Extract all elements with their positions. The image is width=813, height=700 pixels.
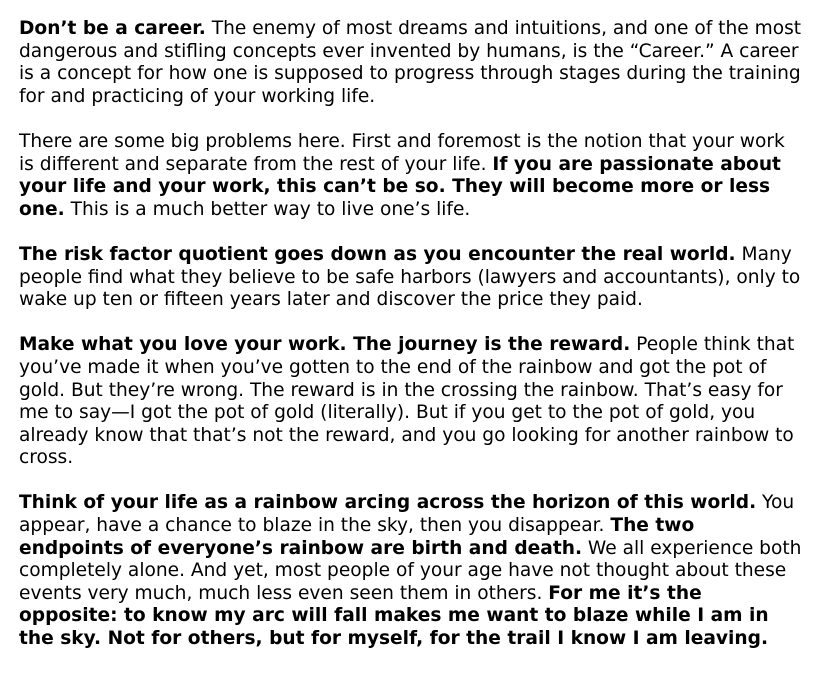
body-text: There are some big problems here. First and foremost is the notion that your work is different and separate from the rest of your life. bbox=[19, 130, 785, 175]
body-text: This is a much better way to live one’s life. bbox=[64, 198, 471, 220]
bold-phrase: The two endpoints of everyone’s rainbow are birth and death. bbox=[19, 515, 695, 559]
bold-phrase: The risk factor quotient goes down as you encounter the real world. bbox=[19, 243, 736, 265]
bold-phrase: If you are passionate about your life and your work, this can’t be so. They will become more or less one. bbox=[19, 153, 781, 220]
body-text: People think that you’ve made it when you’ve gotten to the end of the rainbow and got the pot of gold. But they’re wrong. The reward is in the crossing the rainbow. That’s easy for me to say—I got the pot of gold (literally). But if you get to the pot of gold, you already know that that’s not the reward, and you go looking for another rainbow to cross. bbox=[19, 334, 795, 469]
bold-phrase: Make what you love your work. The journey is the reward. bbox=[19, 334, 631, 356]
paragraph-journey bbox=[19, 334, 803, 470]
body-text: We all experience both completely alone. And yet, most people of your age have not thought about these events very much, much less even seen them in others. bbox=[19, 537, 802, 604]
bold-phrase: Think of your life as a rainbow arcing across the horizon of this world. bbox=[19, 492, 757, 514]
paragraph-problems bbox=[19, 131, 803, 221]
body-text: Many people find what they believe to be safe harbors (lawyers and accountants), only to wake up ten or fifteen years later and discover the price they paid. bbox=[19, 243, 801, 311]
body-text: The enemy of most dreams and intuitions, and one of the most dangerous and stifling concepts ever invented by humans, is the “Career.” A career is a concept for how one is supposed to progress through stages during the training for and practicing of your working life. bbox=[19, 18, 802, 107]
body-text: You appear, have a chance to blaze in the sky, then you disappear. bbox=[19, 492, 795, 537]
bold-phrase: Don’t be a career. bbox=[19, 18, 206, 39]
bold-phrase: For me it’s the opposite: to know my arc will fall makes me want to blaze while I am in the sky. Not for others, but for myself, for the trail I know I am leaving. bbox=[19, 582, 769, 650]
paragraph-rainbow bbox=[19, 492, 803, 650]
paragraph-career bbox=[19, 18, 803, 108]
paragraph-risk bbox=[19, 244, 803, 312]
